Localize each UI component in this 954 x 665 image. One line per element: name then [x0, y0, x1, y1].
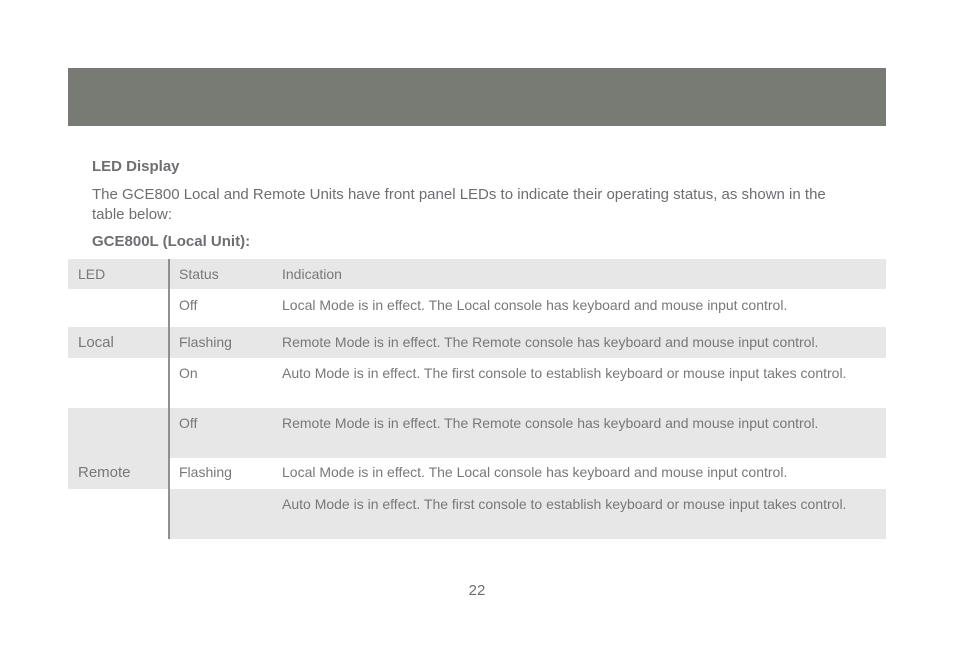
table-row [68, 458, 886, 489]
led-status-table [68, 259, 886, 539]
row-indication: Remote Mode is in effect. The Remote console has keyboard and mouse input control. [282, 334, 819, 350]
row-indication: Local Mode is in effect. The Local console has keyboard and mouse input control. [282, 297, 788, 313]
header-status: Status [179, 266, 219, 282]
table-row [68, 358, 886, 408]
column-divider [168, 259, 170, 539]
row-led: Local [78, 334, 114, 351]
table-header-row [68, 259, 886, 289]
header-led: LED [78, 266, 106, 282]
row-status: Off [179, 415, 198, 431]
page-number: 22 [468, 582, 486, 599]
row-indication: Local Mode is in effect. The Local console has keyboard and mouse input control. [282, 464, 788, 480]
subsection-title: GCE800L (Local Unit): [92, 233, 251, 250]
table-row [68, 489, 886, 539]
table-row [68, 327, 886, 358]
intro-paragraph: The GCE800 Local and Remote Units have front panel LEDs to indicate their operating status, as shown in the table below: [92, 186, 826, 223]
row-status: On [179, 365, 198, 381]
row-indication: Auto Mode is in effect. The first console to establish keyboard or mouse input takes control. [282, 365, 847, 381]
row-status: Off [179, 297, 198, 313]
header-bar [68, 68, 886, 126]
row-indication: Remote Mode is in effect. The Remote console has keyboard and mouse input control. [282, 415, 819, 431]
row-led: Remote [78, 464, 131, 481]
row-status: Flashing [179, 464, 232, 480]
section-title: LED Display [92, 158, 180, 175]
table-row [68, 289, 886, 327]
table-row [68, 408, 886, 458]
row-status: Flashing [179, 334, 232, 350]
header-indication: Indication [282, 266, 342, 282]
row-indication: Auto Mode is in effect. The first console to establish keyboard or mouse input takes control. [282, 496, 847, 512]
